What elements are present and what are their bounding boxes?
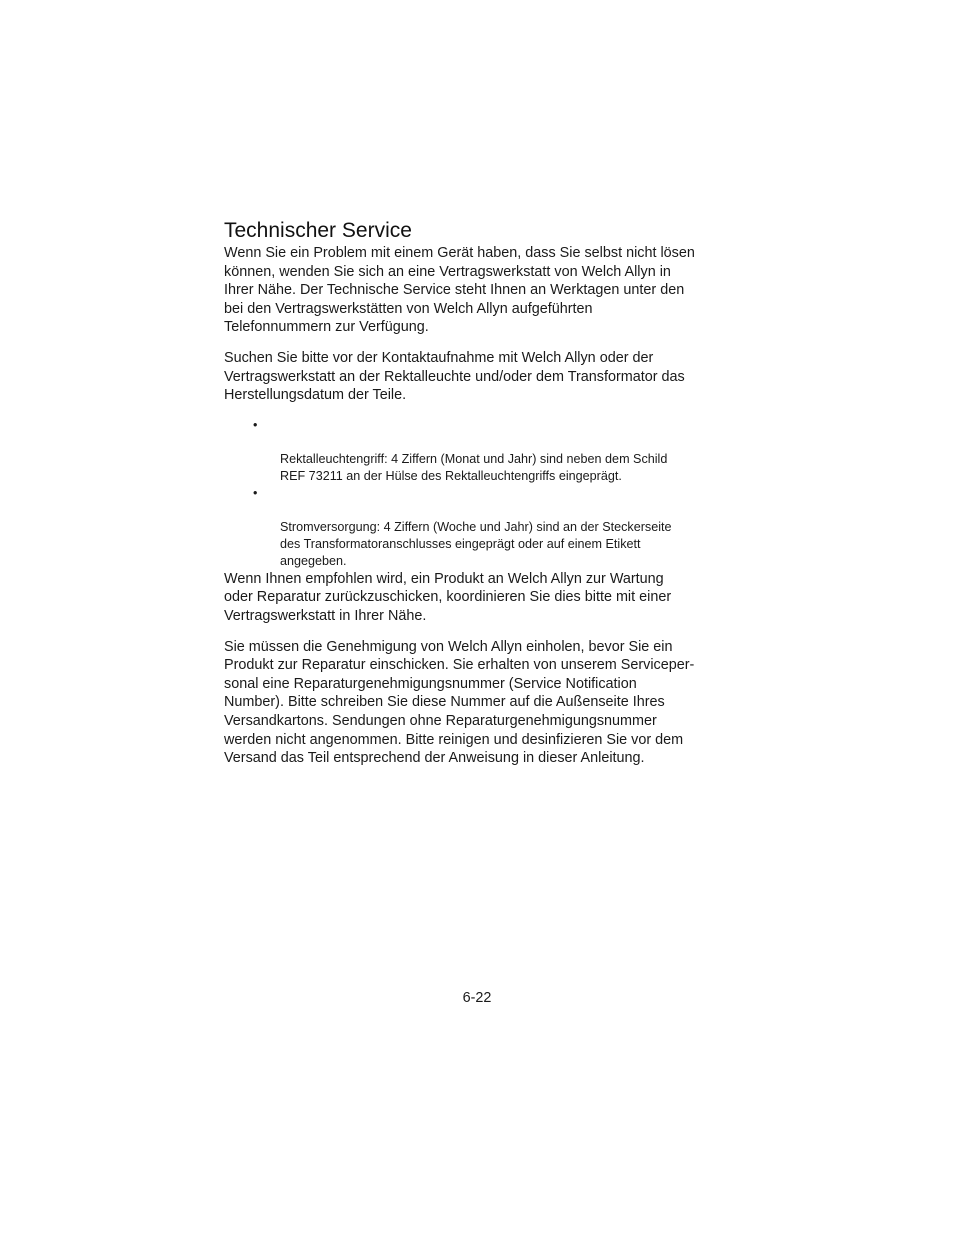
bullet-item-handle xyxy=(224,417,730,485)
bullet-icon: • xyxy=(253,485,258,500)
page-content xyxy=(224,218,730,768)
bullet-icon: • xyxy=(253,417,258,432)
paragraph-date: Suchen Sie bitte vor der Kontaktaufnahme mit Welch Allyn oder der Vertragswerkstatt an der Rektalleuchte und/oder dem Transformator das Herstellungsdatum der Teile. xyxy=(224,349,685,404)
page-number: 6-22 xyxy=(462,990,492,1006)
paragraph-authorization: Sie müssen die Genehmigung von Welch Allyn einholen, bevor Sie ein Produkt zur Reparatur einschicken. Sie erhalten von unserem Serviceper- sonal eine Reparaturgenehmigungsnummer (Service Notification Number). Bitte schreiben Sie diese Nummer auf die Außenseite Ihres Versandkartons. Sendungen ohne Reparaturgenehmigungsnummer werden nicht angenommen. Bitte reinigen und desinfizieren Sie vor dem Versand das Teil entsprechend der Anweisung in dieser Anleitung. xyxy=(224,638,695,767)
bullet-item-power xyxy=(224,485,730,570)
paragraph-problem: Wenn Sie ein Problem mit einem Gerät haben, dass Sie selbst nicht lösen können, wenden Sie sich an eine Vertragswerkstatt von Welch Allyn in Ihrer Nähe. Der Technische Service steht Ihnen an Werktagen unter den bei den Vertragswerkstätten von Welch Allyn aufgeführten Telefonnummern zur Verfügung. xyxy=(224,245,695,336)
page-title: Technischer Service xyxy=(224,219,412,242)
bullet-text-power: Stromversorgung: 4 Ziffern (Woche und Jahr) sind an der Steckerseite des Transformatoranschlusses eingeprägt oder auf einem Etikett angegeben. xyxy=(280,519,672,568)
bullet-text-handle: Rektalleuchtengriff: 4 Ziffern (Monat und Jahr) sind neben dem Schild REF 73211 an der Hülse des Rektalleuchtengriffs eingeprägt. xyxy=(280,451,668,483)
bullet-list xyxy=(224,417,730,570)
paragraph-return: Wenn Ihnen empfohlen wird, ein Produkt an Welch Allyn zur Wartung oder Reparatur zurückzuschicken, koordinieren Sie dies bitte mit einer Vertragswerkstatt in Ihrer Nähe. xyxy=(224,570,672,624)
